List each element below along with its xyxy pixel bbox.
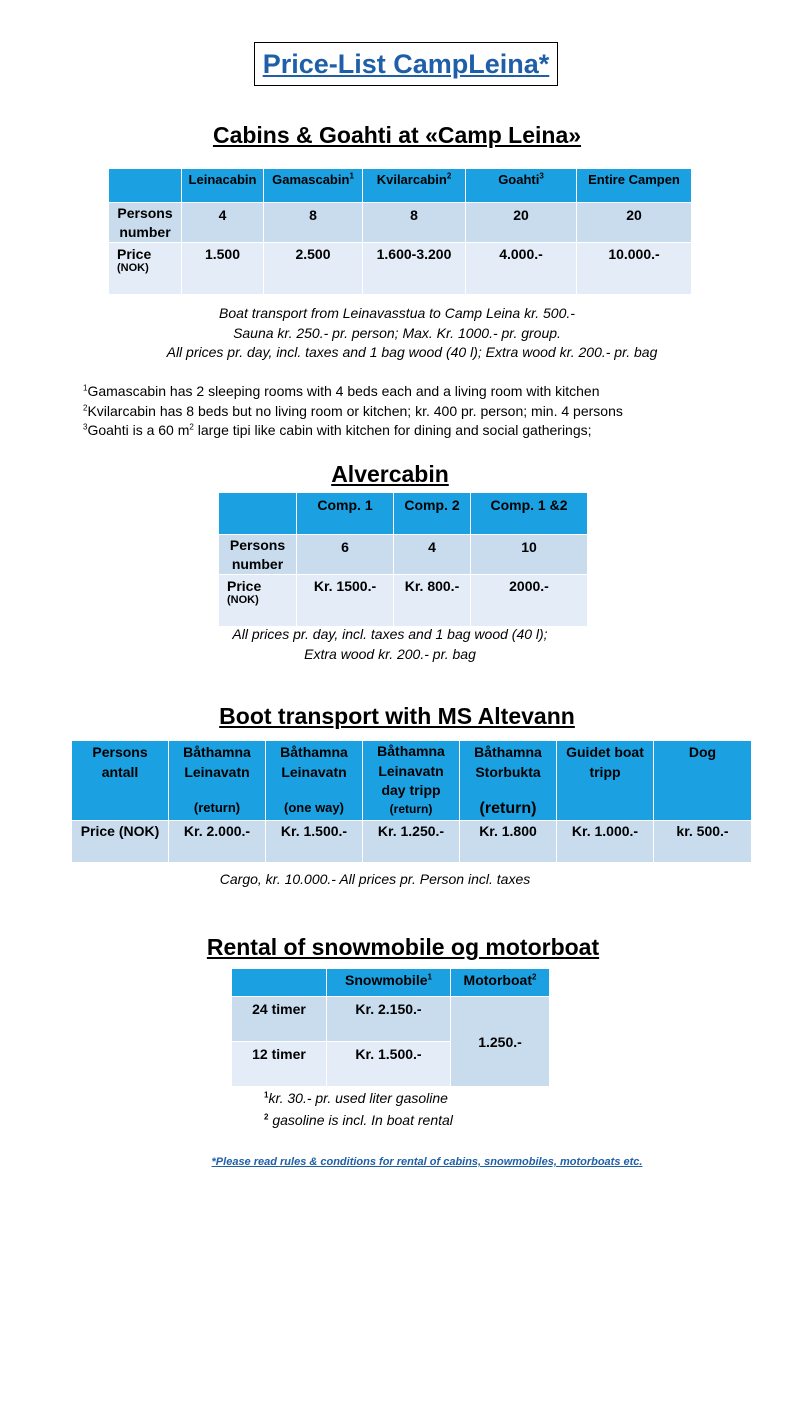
cabins-persons-value: 8: [264, 203, 363, 243]
alver-persons-label: Persons number: [219, 535, 297, 575]
rental-footnote: $^1$kr. 30.- pr. used liter gasoline: [264, 1090, 448, 1106]
cabins-col-header: Kvilarcabin$^2$: [363, 169, 466, 203]
cabins-col-header: Gamascabin$^1$: [264, 169, 363, 203]
alver-persons-value: 10: [471, 535, 588, 575]
cabins-table: [108, 168, 692, 295]
boat-note: Cargo, kr. 10.000.- All prices pr. Person incl. taxes: [219, 871, 531, 887]
page-title: Price-List CampLeina*: [254, 42, 558, 86]
rental-footnotes: [264, 1087, 453, 1131]
boat-col-daytrip: Båthamna Leinavatn day tripp (return): [363, 741, 460, 821]
alver-price-value: Kr. 800.-: [394, 575, 471, 627]
alver-corner: [219, 493, 297, 535]
rental-table: [231, 968, 550, 1087]
alver-notes: All prices pr. day, incl. taxes and 1 bag wood (40 l); Extra wood kr. 200.- pr. bag: [232, 626, 548, 662]
cabins-persons-label: Persons number: [109, 203, 182, 243]
boat-price-value: Kr. 1.800: [460, 821, 557, 863]
boat-col-storbukta: Båthamna Storbukta (return): [460, 741, 557, 821]
cabins-persons-value: 20: [577, 203, 692, 243]
cabins-col-header: Entire Campen: [577, 169, 692, 203]
rental-heading: Rental of snowmobile og motorboat: [206, 934, 600, 960]
rental-row-label: 12 timer: [232, 1042, 327, 1087]
rental-motor-price: 1.250.-: [451, 997, 550, 1087]
boat-table: [71, 740, 752, 863]
cabins-persons-value: 20: [466, 203, 577, 243]
rental-snow-price: Kr. 1.500.-: [327, 1042, 451, 1087]
cabins-footnotes: [83, 382, 783, 441]
boat-price-label: Price (NOK): [72, 821, 169, 863]
boat-col-persons: Persons antall: [72, 741, 169, 821]
boat-price-value: Kr. 1.000.-: [557, 821, 654, 863]
rules-link[interactable]: *Please read rules & conditions for rental of cabins, snowmobiles, motorboats etc.: [211, 1156, 643, 1168]
cabins-col-header: Leinacabin: [182, 169, 264, 203]
alver-price-label: Price (NOK): [219, 575, 297, 627]
alver-col-header: Comp. 2: [394, 493, 471, 535]
rental-col-motorboat: Motorboat$^2$: [451, 969, 550, 997]
alver-heading: Alvercabin: [331, 461, 449, 487]
cabins-heading: Cabins & Goahti at «Camp Leina»: [212, 122, 582, 148]
boat-col-leinavatn-return: Båthamna Leinavatn (return): [169, 741, 266, 821]
alver-col-header: Comp. 1 &2: [471, 493, 588, 535]
cabins-col-header: Goahti$^3$: [466, 169, 577, 203]
cabins-price-value: 4.000.-: [466, 243, 577, 295]
rental-footnote: $^2$ gasoline is incl. In boat rental: [264, 1112, 453, 1128]
footnote: $^2$Kvilarcabin has 8 beds but no living room or kitchen; kr. 400 pr. person; min. 4 persons: [83, 402, 623, 419]
alver-price-value: 2000.-: [471, 575, 588, 627]
alver-col-header: Comp. 1: [297, 493, 394, 535]
boat-price-value: kr. 500.-: [654, 821, 752, 863]
cabins-price-value: 10.000.-: [577, 243, 692, 295]
boat-col-leinavatn-oneway: Båthamna Leinavatn (one way): [266, 741, 363, 821]
cabins-notes: Boat transport from Leinavasstua to Camp Leina kr. 500.- Sauna kr. 250.- pr. person; Max. Kr. 1000.- pr. group. All prices pr. day, incl. taxes and 1 bag wood (40 l); Extra wood kr. 200.- pr. bag: [166, 305, 658, 360]
alver-price-value: Kr. 1500.-: [297, 575, 394, 627]
cabins-price-label: Price (NOK): [109, 243, 182, 295]
rental-corner: [232, 969, 327, 997]
boat-heading: Boot transport with MS Altevann: [219, 703, 575, 729]
alver-table: [218, 492, 588, 627]
boat-col-dog: Dog: [654, 741, 752, 821]
alver-persons-value: 4: [394, 535, 471, 575]
cabins-price-value: 1.600-3.200: [363, 243, 466, 295]
alver-persons-value: 6: [297, 535, 394, 575]
cabins-price-value: 1.500: [182, 243, 264, 295]
rental-snow-price: Kr. 2.150.-: [327, 997, 451, 1042]
cabins-price-value: 2.500: [264, 243, 363, 295]
cabins-persons-value: 4: [182, 203, 264, 243]
boat-price-value: Kr. 2.000.-: [169, 821, 266, 863]
boat-price-value: Kr. 1.250.-: [363, 821, 460, 863]
footnote: $^1$Gamascabin has 2 sleeping rooms with 4 beds each and a living room with kitchen: [83, 383, 600, 399]
rental-col-snowmobile: Snowmobile$^1$: [327, 969, 451, 997]
boat-price-value: Kr. 1.500.-: [266, 821, 363, 863]
rental-row-label: 24 timer: [232, 997, 327, 1042]
boat-col-guided: Guidet boat tripp: [557, 741, 654, 821]
cabins-corner: [109, 169, 182, 203]
footnote: $^3$Goahti is a 60 $m^2$ large tipi like cabin with kitchen for dining and social gatherings;: [83, 422, 592, 438]
cabins-persons-value: 8: [363, 203, 466, 243]
